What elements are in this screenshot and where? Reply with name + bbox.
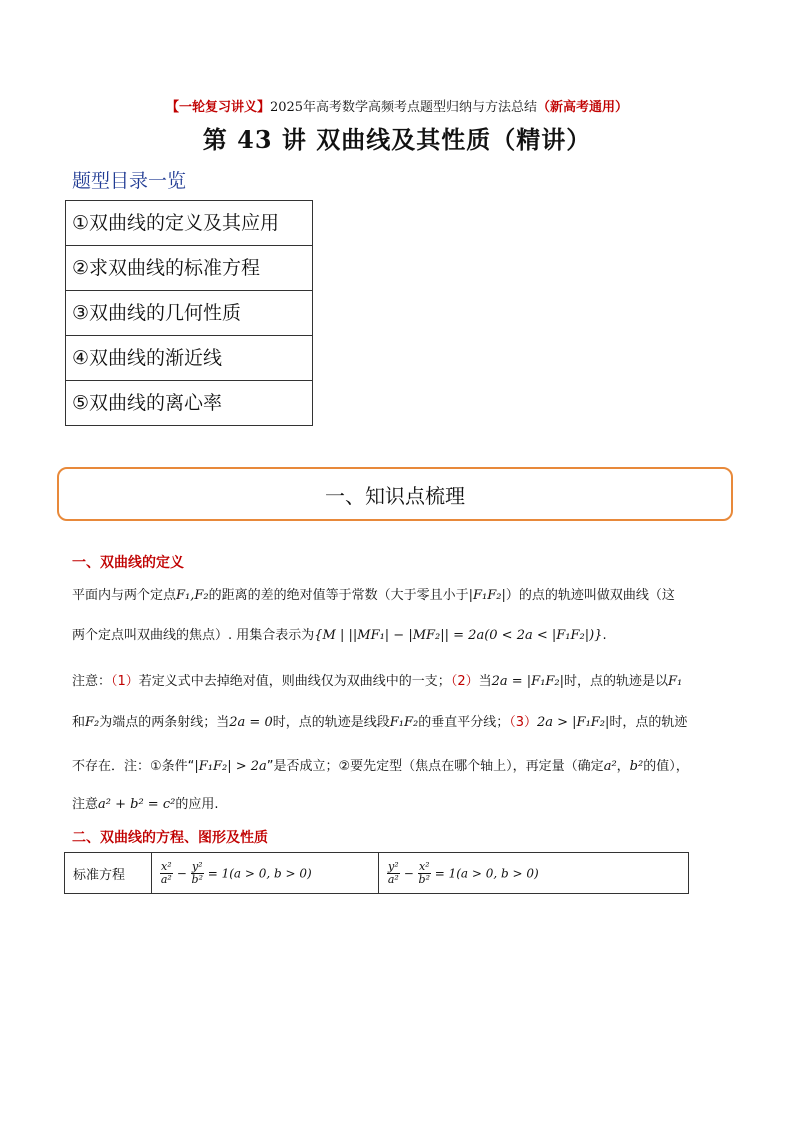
header-title: 2025年高考数学高频考点题型归纳与方法总结	[269, 100, 538, 115]
section-banner	[57, 467, 733, 521]
notes-line-3: 不存在．注：①条件“|F₁F₂| > 2a”是否成立；②要先定型（焦点在哪个轴上），再定量（确定a²，b²的值），	[72, 759, 689, 774]
header-bracket-label: 【一轮复习讲义】	[165, 100, 270, 115]
toc-table	[65, 200, 313, 426]
toc-item: ④双曲线的渐近线	[66, 336, 313, 381]
toc-row	[66, 246, 313, 291]
row-label: 标准方程	[65, 853, 152, 894]
equation-x-axis: $\frac{\text{x²}}{\text{a²}}$ − $\frac{\text{y²}}{\text{b²}}$ = 1(a > 0, b > 0)	[152, 853, 379, 894]
set-notation: {M | ||MF₁| − |MF₂|| = 2a(0 < 2a < |F₁F₂|)}	[314, 628, 603, 643]
toc-item: ②求双曲线的标准方程	[66, 246, 313, 291]
lecture-title: 第 43 讲 双曲线及其性质（精讲）	[202, 125, 592, 154]
focal-distance: |F₁F₂|	[468, 588, 506, 603]
notes-line-4: 注意a² + b² = c²的应用.	[72, 797, 219, 812]
note-tag-1: （1）	[111, 674, 139, 689]
toc-item: ⑤双曲线的离心率	[66, 381, 313, 426]
definition-line-2: 两个定点叫双曲线的焦点）. 用集合表示为{M | ||MF₁| − |MF₂|| = 2a(0 < 2a < |F₁F₂|)}.	[72, 628, 607, 643]
notes-line-1: 注意：（1）若定义式中去掉绝对值，则曲线仅为双曲线中的一支；（2）当2a = |F₁F₂|时，点的轨迹是以F₁	[72, 674, 683, 689]
document-header	[0, 96, 794, 115]
toc-item: ③双曲线的几何性质	[66, 291, 313, 336]
toc-row	[66, 291, 313, 336]
equation-y-axis: $\frac{\text{y²}}{\text{a²}}$ − $\frac{\text{x²}}{\text{b²}}$ = 1(a > 0, b > 0)	[379, 853, 689, 894]
section-banner-text: 一、知识点梳理	[325, 483, 465, 508]
foci-label: F₁,F₂	[176, 588, 209, 603]
table-row	[65, 853, 689, 894]
definition-heading: 一、双曲线的定义	[72, 555, 184, 571]
notes-line-2: 和F₂为端点的两条射线；当2a = 0时，点的轨迹是线段F₁F₂的垂直平分线；（3）2a > |F₁F₂|时，点的轨迹	[72, 715, 688, 730]
header-suffix: （新高考通用）	[537, 100, 629, 115]
standard-equation-table	[64, 852, 689, 894]
toc-item: ①双曲线的定义及其应用	[66, 201, 313, 246]
toc-row	[66, 381, 313, 426]
equations-heading: 二、双曲线的方程、图形及性质	[72, 830, 268, 846]
toc-heading: 题型目录一览	[72, 170, 187, 192]
notes-label: 注意：	[72, 674, 112, 689]
definition-line-1: 平面内与两个定点F₁,F₂的距离的差的绝对值等于常数（大于零且小于|F₁F₂|）的点的轨迹叫做双曲线（这	[72, 588, 675, 603]
toc-row	[66, 336, 313, 381]
toc-row	[66, 201, 313, 246]
note-tag-3: （3）	[509, 715, 537, 730]
note-tag-2: （2）	[450, 674, 479, 689]
